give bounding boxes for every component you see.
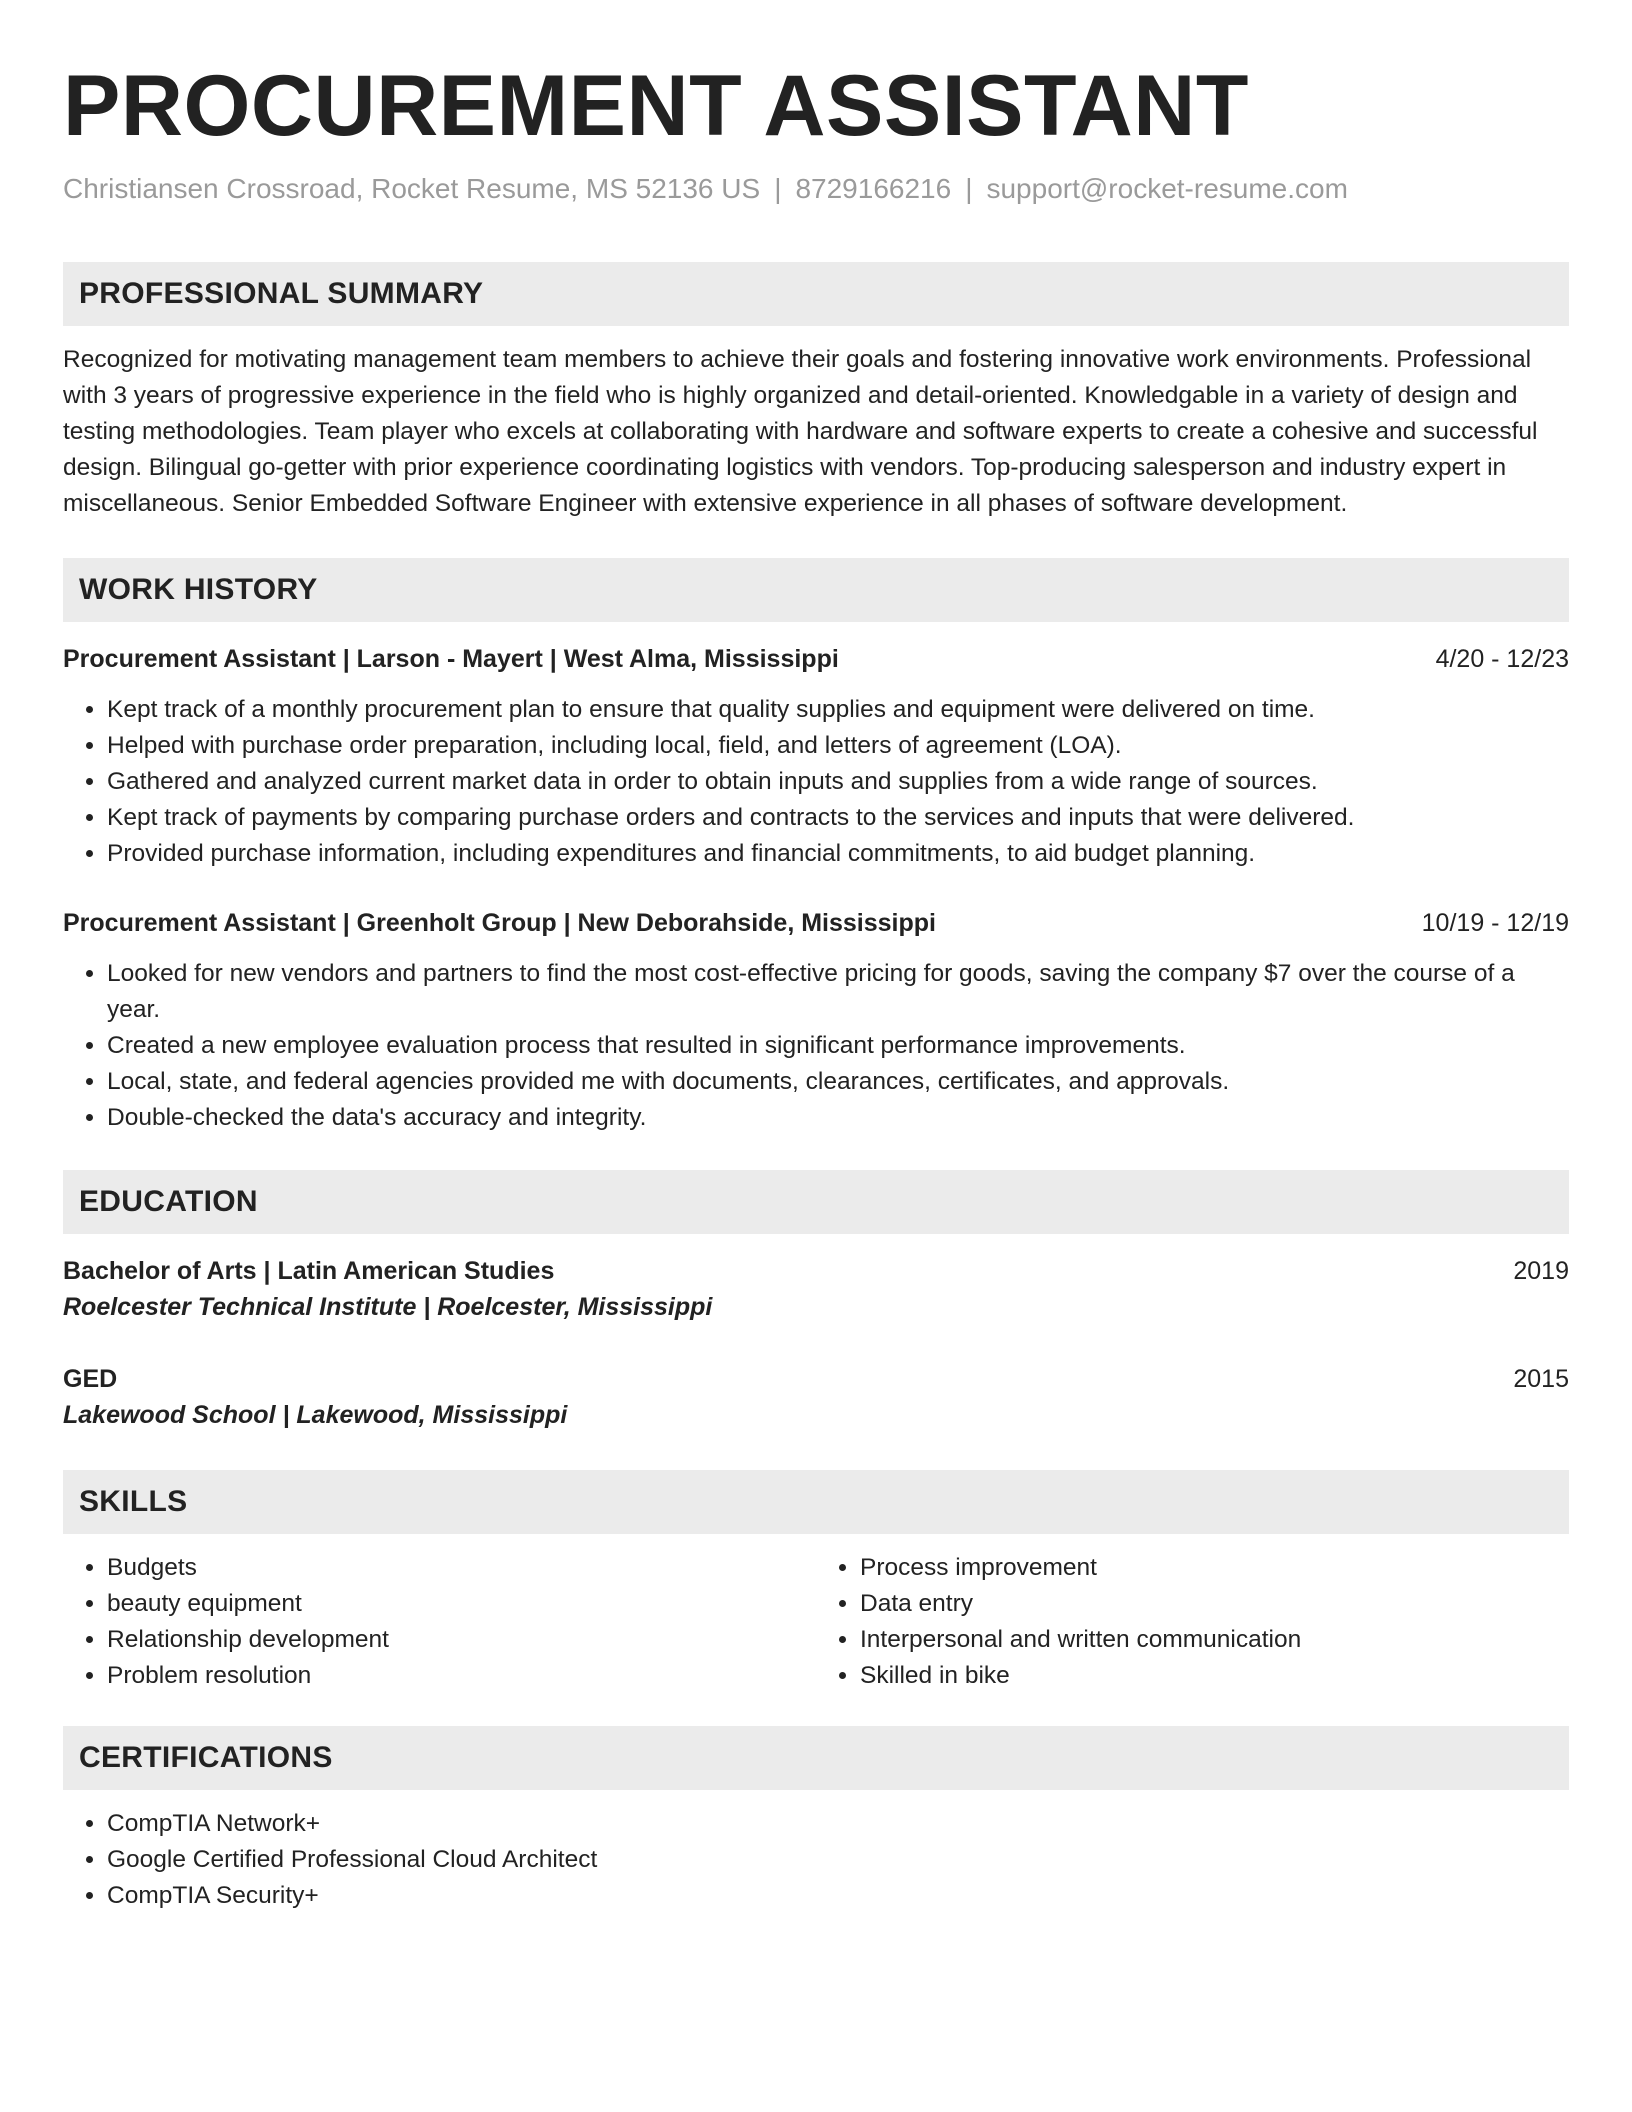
skills-section-header [63, 1470, 1569, 1534]
education-degree: GED [63, 1365, 118, 1393]
skill-item: • beauty equipment [107, 1586, 816, 1622]
work-section-title: WORK HISTORY [79, 573, 318, 606]
summary-text: Recognized for motivating management team members to achieve their goals and fostering innovative work environments. Professional with 3 years of progressive experience in the field who is highly organized and detail-oriented. Knowledgable in a variety of design and testing methodologies. Team player who excels at collaborating with hardware and software experts to create a cohesive and successful design. Bilingual go-getter with prior experience coordinating logistics with vendors. Top-producing salesperson and industry expert in miscellaneous. Senior Embedded Software Engineer with extensive experience in all phases of software development. [63, 346, 1538, 517]
education-school: Lakewood School | Lakewood, Mississippi [63, 1401, 568, 1429]
contact-address: Christiansen Crossroad, Rocket Resume, MS 52136 US [63, 173, 761, 204]
skill-item: • Data entry [860, 1586, 1569, 1622]
certification-item: • CompTIA Security+ [107, 1878, 1569, 1914]
certifications-section-header [63, 1726, 1569, 1790]
job-bullet: • Local, state, and federal agencies provided me with documents, clearances, certificates, and approvals. [107, 1064, 1569, 1100]
job-dates: 10/19 - 12/19 [1421, 909, 1569, 937]
skill-item: • Skilled in bike [860, 1658, 1569, 1694]
education-year: 2015 [1513, 1365, 1569, 1393]
certifications-list [63, 1806, 1569, 1914]
job-bullet: • Gathered and analyzed current market data in order to obtain inputs and supplies from a wide range of sources. [107, 764, 1569, 800]
contact-email: support@rocket-resume.com [986, 173, 1348, 204]
job-bullet: • Looked for new vendors and partners to find the most cost-effective pricing for goods, saving the company $7 over the course of a year. [107, 956, 1569, 1028]
job-bullet: • Created a new employee evaluation process that resulted in significant performance improvements. [107, 1028, 1569, 1064]
contact-separator: | [965, 173, 973, 204]
contact-phone: 8729166216 [795, 173, 952, 204]
skill-item: • Interpersonal and written communication [860, 1622, 1569, 1658]
contact-line [63, 170, 1569, 208]
education-entry [63, 1362, 1569, 1434]
job-dates: 4/20 - 12/23 [1435, 645, 1569, 673]
education-year: 2019 [1513, 1257, 1569, 1285]
job-entry [63, 642, 1569, 872]
skills-section-title: SKILLS [79, 1485, 188, 1518]
job-entry [63, 906, 1569, 1136]
job-bullets [63, 692, 1569, 872]
resume-name: PROCUREMENT ASSISTANT [63, 58, 1249, 154]
job-bullet: • Double-checked the data's accuracy and integrity. [107, 1100, 1569, 1136]
skill-item: • Problem resolution [107, 1658, 816, 1694]
work-section-header [63, 558, 1569, 622]
job-title: Procurement Assistant | Greenholt Group | New Deborahside, Mississippi [63, 909, 936, 937]
skills-column-left [63, 1550, 816, 1694]
skills-column-right [816, 1550, 1569, 1694]
education-section-header [63, 1170, 1569, 1234]
education-section-title: EDUCATION [79, 1185, 258, 1218]
certifications-section-title: CERTIFICATIONS [79, 1741, 333, 1774]
education-degree: Bachelor of Arts | Latin American Studies [63, 1257, 555, 1285]
job-bullet: • Helped with purchase order preparation, including local, field, and letters of agreement (LOA). [107, 728, 1569, 764]
certification-item: • Google Certified Professional Cloud Architect [107, 1842, 1569, 1878]
skill-item: • Relationship development [107, 1622, 816, 1658]
summary-section-title: PROFESSIONAL SUMMARY [79, 277, 484, 310]
education-entry [63, 1254, 1569, 1326]
job-title: Procurement Assistant | Larson - Mayert | West Alma, Mississippi [63, 645, 839, 673]
skill-item: • Process improvement [860, 1550, 1569, 1586]
certification-item: • CompTIA Network+ [107, 1806, 1569, 1842]
skill-item: • Budgets [107, 1550, 816, 1586]
job-bullet: • Kept track of a monthly procurement plan to ensure that quality supplies and equipment were delivered on time. [107, 692, 1569, 728]
skills-grid [63, 1550, 1569, 1694]
job-bullet: • Kept track of payments by comparing purchase orders and contracts to the services and inputs that were delivered. [107, 800, 1569, 836]
job-bullets [63, 956, 1569, 1136]
education-school: Roelcester Technical Institute | Roelcester, Mississippi [63, 1293, 713, 1321]
job-bullet: • Provided purchase information, including expenditures and financial commitments, to aid budget planning. [107, 836, 1569, 872]
contact-separator: | [774, 173, 782, 204]
summary-section-header [63, 262, 1569, 326]
